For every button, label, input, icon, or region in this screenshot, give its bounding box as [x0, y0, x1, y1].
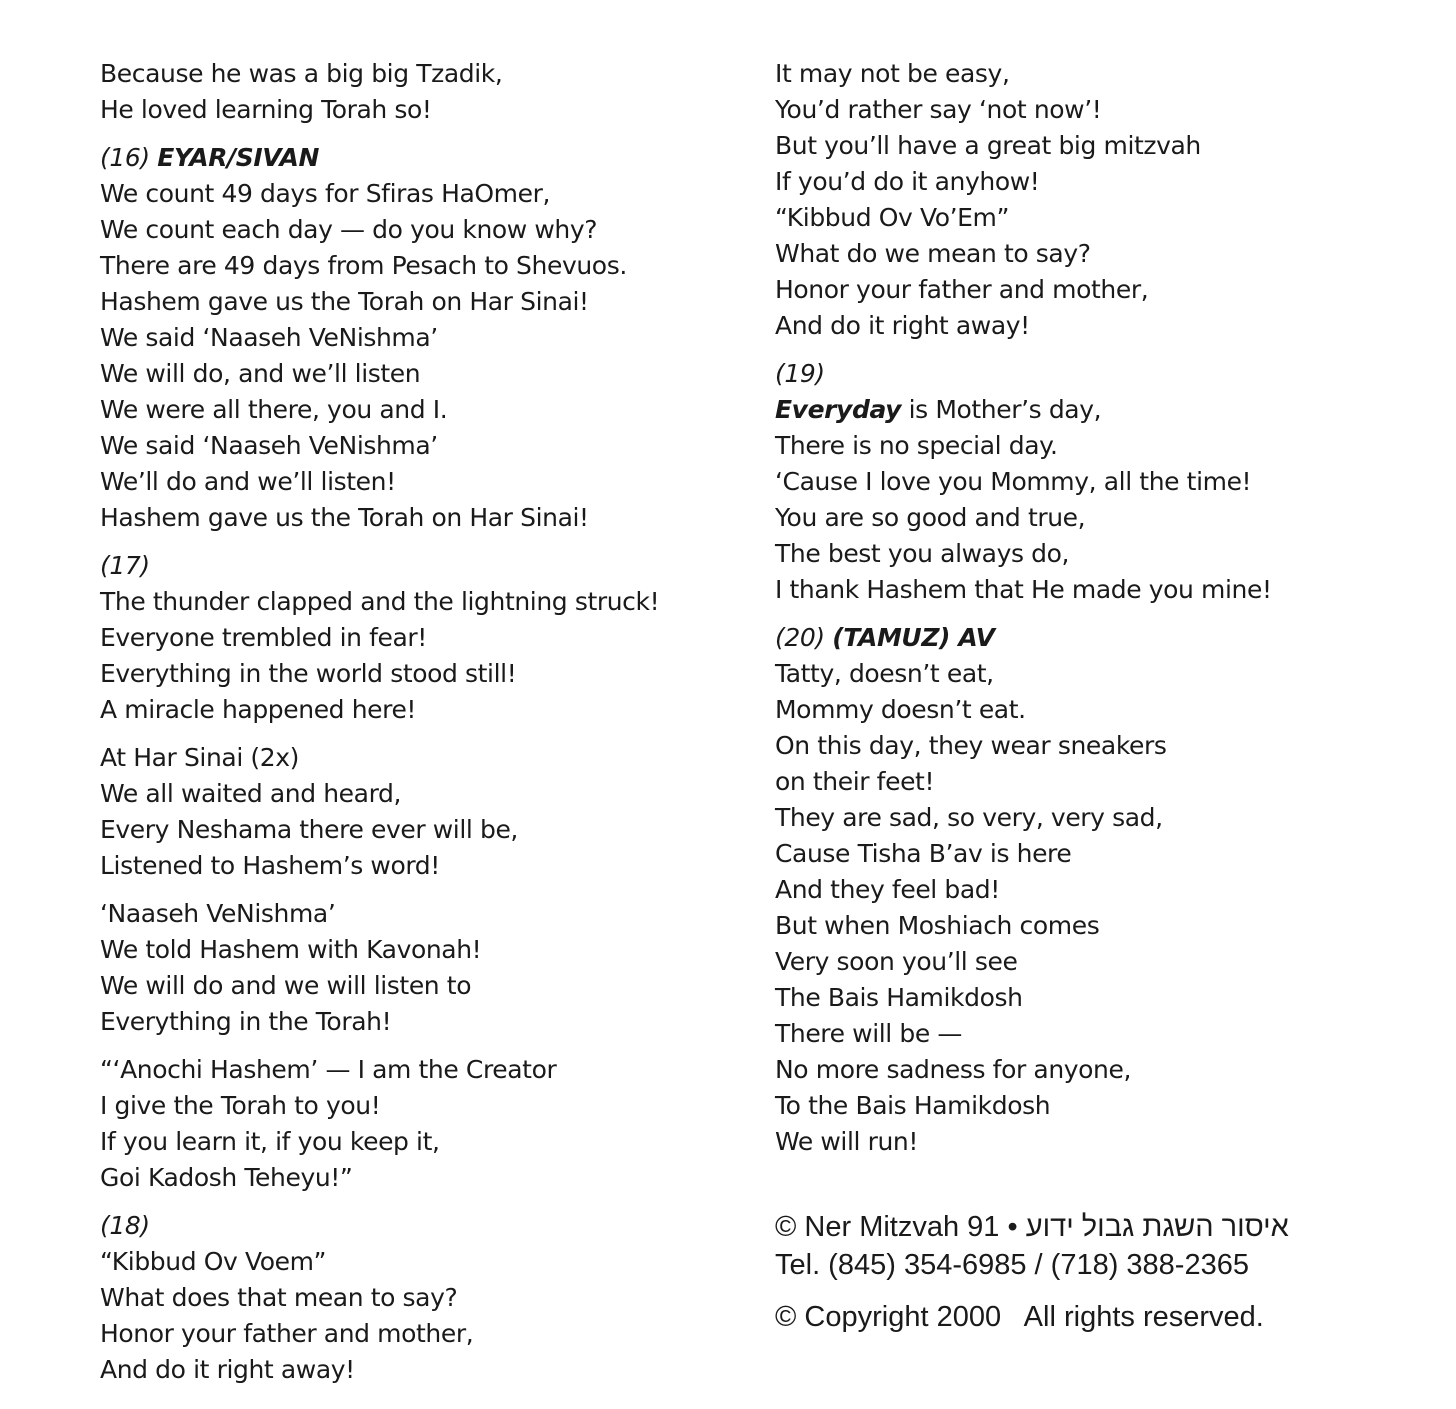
song-17-verse-4 — [100, 1052, 720, 1196]
song-number: (16) — [100, 143, 150, 172]
song-number: (18) — [100, 1211, 150, 1240]
lyric-line: No more sadness for anyone, — [775, 1055, 1132, 1084]
publisher-line — [775, 1208, 1289, 1246]
song-15-ending — [100, 56, 720, 128]
lyric-line: We were all there, you and I. — [100, 395, 448, 424]
lyric-line: What do we mean to say? — [775, 239, 1091, 268]
lyric-line: Everything in the world stood still! — [100, 659, 517, 688]
lyric-line: He loved learning Torah so! — [100, 95, 432, 124]
song-17-verse-1 — [100, 548, 720, 728]
lyric-line: Tatty, doesn’t eat, — [775, 659, 994, 688]
lyric-line: Cause Tisha B’av is here — [775, 839, 1072, 868]
lyric-line: Because he was a big big Tzadik, — [100, 59, 503, 88]
song-20 — [775, 620, 1395, 1160]
lyric-line: And they feel bad! — [775, 875, 1000, 904]
lyric-line: You are so good and true, — [775, 503, 1086, 532]
lyric-line: Goi Kadosh Teheyu!” — [100, 1163, 353, 1192]
lyric-line: Honor your father and mother, — [775, 275, 1149, 304]
copyright-footer — [775, 1208, 1289, 1336]
song-18-continued — [775, 56, 1395, 344]
lyric-line: At Har Sinai (2x) — [100, 743, 300, 772]
lyric-line: We will run! — [775, 1127, 919, 1156]
lyric-line: The Bais Hamikdosh — [775, 983, 1023, 1012]
publisher-name: © Ner Mitzvah 91 • — [775, 1211, 1018, 1243]
song-number: (19) — [775, 359, 825, 388]
lyric-line: on their feet! — [775, 767, 935, 796]
song-heading — [100, 140, 720, 176]
lyric-text: is Mother’s day, — [901, 395, 1102, 424]
lyric-line: But when Moshiach comes — [775, 911, 1100, 940]
lyric-line: “Kibbud Ov Vo’Em” — [775, 203, 1010, 232]
lyric-line — [775, 392, 1395, 428]
lyric-line: There are 49 days from Pesach to Shevuos. — [100, 251, 627, 280]
lyric-line: What does that mean to say? — [100, 1283, 458, 1312]
song-number: (20) — [775, 623, 825, 652]
lyric-line: And do it right away! — [100, 1355, 355, 1384]
lyric-line: Hashem gave us the Torah on Har Sinai! — [100, 287, 589, 316]
lyric-line: Very soon you’ll see — [775, 947, 1018, 976]
lyric-line: A miracle happened here! — [100, 695, 417, 724]
lyric-line: ‘Naaseh VeNishma’ — [100, 899, 336, 928]
lyric-line: If you’d do it anyhow! — [775, 167, 1040, 196]
song-17-verse-3 — [100, 896, 720, 1040]
lyric-line: The thunder clapped and the lightning struck! — [100, 587, 660, 616]
lyric-line: It may not be easy, — [775, 59, 1010, 88]
copyright-line: © Copyright 2000 All rights reserved. — [775, 1301, 1264, 1333]
lyric-line: We said ‘Naaseh VeNishma’ — [100, 323, 438, 352]
song-16 — [100, 140, 720, 536]
lyric-line: I give the Torah to you! — [100, 1091, 381, 1120]
lyric-line: Everyone trembled in fear! — [100, 623, 427, 652]
lyric-line: We count each day — do you know why? — [100, 215, 598, 244]
hebrew-notice: איסור השגת גבול ידוע — [1025, 1211, 1289, 1243]
right-column — [775, 56, 1395, 1172]
lyric-line: We count 49 days for Sfiras HaOmer, — [100, 179, 551, 208]
lyric-line: We all waited and heard, — [100, 779, 402, 808]
phone-line: Tel. (845) 354-6985 / (718) 388-2365 — [775, 1249, 1249, 1281]
lyric-line: “Kibbud Ov Voem” — [100, 1247, 327, 1276]
lyric-line: We will do, and we’ll listen — [100, 359, 421, 388]
lyric-line: They are sad, so very, very sad, — [775, 803, 1163, 832]
lyric-line: And do it right away! — [775, 311, 1030, 340]
lyric-line: “‘Anochi Hashem’ — I am the Creator — [100, 1055, 557, 1084]
song-17-verse-2 — [100, 740, 720, 884]
lyric-line: We’ll do and we’ll listen! — [100, 467, 396, 496]
emphasized-word: Everyday — [775, 395, 902, 424]
lyric-line: But you’ll have a great big mitzvah — [775, 131, 1201, 160]
song-title: (TAMUZ) AV — [832, 623, 995, 652]
lyric-line: You’d rather say ‘not now’! — [775, 95, 1102, 124]
lyric-line: Everything in the Torah! — [100, 1007, 392, 1036]
song-18 — [100, 1208, 720, 1388]
lyric-line: Hashem gave us the Torah on Har Sinai! — [100, 503, 589, 532]
song-19 — [775, 356, 1395, 608]
lyric-line: We told Hashem with Kavonah! — [100, 935, 482, 964]
lyric-line: There will be — — [775, 1019, 962, 1048]
lyric-line: To the Bais Hamikdosh — [775, 1091, 1051, 1120]
lyric-line: If you learn it, if you keep it, — [100, 1127, 440, 1156]
lyric-line: ‘Cause I love you Mommy, all the time! — [775, 467, 1252, 496]
lyric-line: There is no special day. — [775, 431, 1058, 460]
song-number: (17) — [100, 551, 150, 580]
lyric-line: Honor your father and mother, — [100, 1319, 474, 1348]
lyric-line: We will do and we will listen to — [100, 971, 472, 1000]
lyric-line: Every Neshama there ever will be, — [100, 815, 518, 844]
lyric-line: On this day, they wear sneakers — [775, 731, 1167, 760]
song-title: EYAR/SIVAN — [157, 143, 320, 172]
lyric-line: Listened to Hashem’s word! — [100, 851, 440, 880]
lyric-line: We said ‘Naaseh VeNishma’ — [100, 431, 438, 460]
song-heading — [775, 620, 1395, 656]
left-column — [100, 56, 720, 1400]
lyric-line: I thank Hashem that He made you mine! — [775, 575, 1272, 604]
lyric-line: The best you always do, — [775, 539, 1070, 568]
lyric-line: Mommy doesn’t eat. — [775, 695, 1026, 724]
